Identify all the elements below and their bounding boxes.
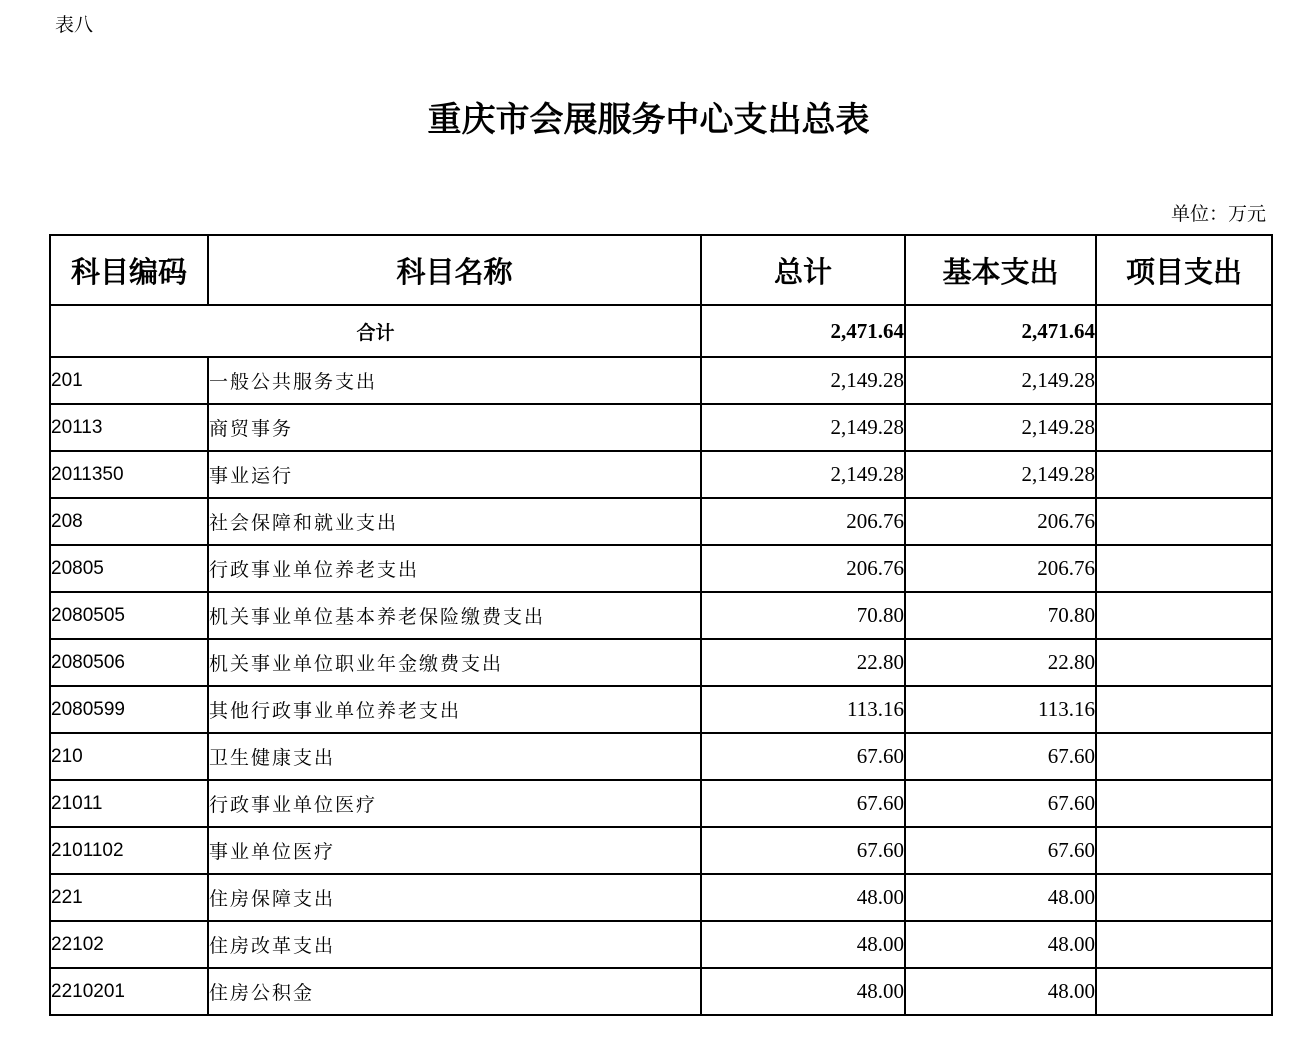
- row-basic: 67.60: [905, 780, 1096, 827]
- row-basic: 113.16: [905, 686, 1096, 733]
- row-total: 70.80: [701, 592, 905, 639]
- row-code: 2080506: [50, 639, 208, 686]
- header-name: 科目名称: [208, 235, 701, 305]
- row-project: [1096, 404, 1272, 451]
- row-basic: 2,149.28: [905, 404, 1096, 451]
- row-code: 2080505: [50, 592, 208, 639]
- row-name: 住房公积金: [208, 968, 701, 1015]
- total-project: [1096, 305, 1272, 357]
- row-code: 2210201: [50, 968, 208, 1015]
- row-code: 2080599: [50, 686, 208, 733]
- row-code: 22102: [50, 921, 208, 968]
- table-row: [50, 686, 1272, 733]
- row-basic: 67.60: [905, 733, 1096, 780]
- row-total: 67.60: [701, 780, 905, 827]
- table-number: 表八: [55, 14, 94, 36]
- row-project: [1096, 921, 1272, 968]
- row-total: 48.00: [701, 968, 905, 1015]
- row-project: [1096, 874, 1272, 921]
- row-total: 22.80: [701, 639, 905, 686]
- row-code: 2101102: [50, 827, 208, 874]
- total-row: [50, 305, 1272, 357]
- row-basic: 70.80: [905, 592, 1096, 639]
- table-row: [50, 780, 1272, 827]
- table-row: [50, 404, 1272, 451]
- row-project: [1096, 639, 1272, 686]
- table-row: [50, 921, 1272, 968]
- row-total: 48.00: [701, 921, 905, 968]
- row-project: [1096, 733, 1272, 780]
- row-project: [1096, 451, 1272, 498]
- row-code: 221: [50, 874, 208, 921]
- row-basic: 2,149.28: [905, 451, 1096, 498]
- row-name: 住房改革支出: [208, 921, 701, 968]
- row-project: [1096, 780, 1272, 827]
- row-total: 206.76: [701, 545, 905, 592]
- table-row: [50, 874, 1272, 921]
- row-total: 2,149.28: [701, 451, 905, 498]
- row-name: 社会保障和就业支出: [208, 498, 701, 545]
- row-name: 机关事业单位职业年金缴费支出: [208, 639, 701, 686]
- row-code: 2011350: [50, 451, 208, 498]
- row-basic: 206.76: [905, 498, 1096, 545]
- row-name: 商贸事务: [208, 404, 701, 451]
- page-title: 重庆市会展服务中心支出总表: [427, 100, 870, 140]
- total-label: 合计: [50, 305, 701, 357]
- table-row: [50, 827, 1272, 874]
- header-project: 项目支出: [1096, 235, 1272, 305]
- row-total: 67.60: [701, 733, 905, 780]
- row-name: 机关事业单位基本养老保险缴费支出: [208, 592, 701, 639]
- header-basic: 基本支出: [905, 235, 1096, 305]
- row-name: 行政事业单位医疗: [208, 780, 701, 827]
- row-basic: 22.80: [905, 639, 1096, 686]
- row-total: 2,149.28: [701, 404, 905, 451]
- row-basic: 2,149.28: [905, 357, 1096, 404]
- table-row: [50, 545, 1272, 592]
- header-total: 总计: [701, 235, 905, 305]
- row-name: 行政事业单位养老支出: [208, 545, 701, 592]
- row-total: 67.60: [701, 827, 905, 874]
- table-row: [50, 639, 1272, 686]
- table-row: [50, 592, 1272, 639]
- row-name: 事业运行: [208, 451, 701, 498]
- row-total: 206.76: [701, 498, 905, 545]
- row-project: [1096, 686, 1272, 733]
- row-project: [1096, 357, 1272, 404]
- table-row: [50, 451, 1272, 498]
- row-name: 一般公共服务支出: [208, 357, 701, 404]
- row-basic: 48.00: [905, 968, 1096, 1015]
- expenditure-table: [49, 234, 1273, 1016]
- row-code: 20113: [50, 404, 208, 451]
- row-project: [1096, 592, 1272, 639]
- row-basic: 67.60: [905, 827, 1096, 874]
- row-code: 208: [50, 498, 208, 545]
- row-total: 113.16: [701, 686, 905, 733]
- table-row: [50, 498, 1272, 545]
- row-name: 卫生健康支出: [208, 733, 701, 780]
- row-code: 210: [50, 733, 208, 780]
- table-row: [50, 357, 1272, 404]
- row-code: 20805: [50, 545, 208, 592]
- total-total: 2,471.64: [701, 305, 905, 357]
- row-name: 其他行政事业单位养老支出: [208, 686, 701, 733]
- header-row: [50, 235, 1272, 305]
- row-project: [1096, 498, 1272, 545]
- table-row: [50, 733, 1272, 780]
- header-code: 科目编码: [50, 235, 208, 305]
- row-project: [1096, 827, 1272, 874]
- row-total: 2,149.28: [701, 357, 905, 404]
- row-basic: 48.00: [905, 921, 1096, 968]
- row-project: [1096, 545, 1272, 592]
- row-total: 48.00: [701, 874, 905, 921]
- row-basic: 206.76: [905, 545, 1096, 592]
- unit-label: 单位：万元: [1170, 203, 1266, 225]
- row-name: 住房保障支出: [208, 874, 701, 921]
- total-basic: 2,471.64: [905, 305, 1096, 357]
- table-row: [50, 968, 1272, 1015]
- row-name: 事业单位医疗: [208, 827, 701, 874]
- row-code: 201: [50, 357, 208, 404]
- row-code: 21011: [50, 780, 208, 827]
- row-basic: 48.00: [905, 874, 1096, 921]
- row-project: [1096, 968, 1272, 1015]
